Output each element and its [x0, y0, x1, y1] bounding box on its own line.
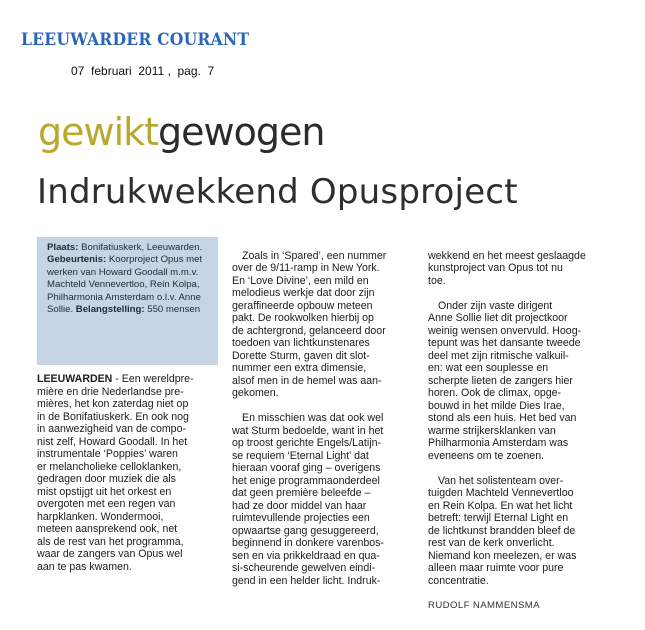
newspaper-masthead: LEEUWARDER COURANT: [21, 30, 250, 50]
info-belangstelling-label: Belangstelling:: [75, 304, 145, 316]
article-place-dateline: LEEUWARDEN: [37, 373, 113, 385]
info-gebeurtenis-value: Koorproject Opus met werken van Howard Goodall m.m.v. Machteld Vennevertloo, Rein Kolpa, Philharmonia Amsterdam o.l.v. Anne Sollie.: [47, 254, 203, 316]
rubric-part-2: gewogen: [158, 110, 325, 154]
column-3-paragraph-3: Van het solistenteam over- tuigden Machteld Vennevertloo en Rein Kolpa. En wat het licht betreft: terwijl Eternal Light en de lichtkunst brandden bleef de rest van de kerk onverlicht. Niemand kon meelezen, er was alleen maar ruimte voor pure concentratie.: [428, 474, 577, 587]
article-column-1: [37, 373, 222, 573]
publication-dateline: 07 februari 2011 , pag. 7: [71, 64, 215, 78]
info-belangstelling-value: 550 mensen: [144, 304, 201, 316]
article-headline: Indrukwekkend Opusproject: [37, 172, 518, 212]
article-column-3: [428, 237, 623, 625]
info-plaats-value: Bonifatiuskerk, Leeuwarden.: [78, 242, 203, 253]
rubric-part-1: gewikt: [38, 110, 159, 154]
info-gebeurtenis-label: Gebeurtenis:: [47, 254, 107, 266]
info-plaats-label: Plaats:: [47, 242, 79, 253]
section-rubric: [38, 110, 324, 154]
column-1-text: - Een wereldpre- mière en drie Nederlandse pre- mières, het kon zaterdag niet op in de Bonifatiuskerk. En ook nog in aanwezigheid van de compo- nist zelf, Howard Goodall. In het instrumentale ‘Poppies’ waren er melancholieke celloklanken, gedragen door muziek die als mist opstijgt uit het orkest en overgoten met een regen van harpklanken. Wondermooi, meteen aansprekend ook, net als de rest van het programma, waar de zangers van Opus wel aan te pas kwamen.: [37, 373, 194, 573]
article-author: RUDOLF NAMMENSMA: [428, 599, 540, 611]
article-column-2: [232, 237, 422, 600]
column-2-paragraph-1: Zoals in ‘Spared’, een nummer over de 9/11-ramp in New York. En ‘Love Divine’, een mild en melodieus werkje dat door zijn geraffineerde opbouw meteen pakt. De rookwolken hierbij op de achtergrond, gelanceerd door toedoen van lichtkunstenares Dorette Sturm, gaven dit slot- nummer een extra dimensie, alsof men in de hemel was aan- gekomen.: [232, 249, 387, 399]
event-info-box: [37, 237, 218, 365]
column-2-paragraph-2: En misschien was dat ook wel wat Sturm bedoelde, want in het op troost gerichte Engels/Latijn- se requiem ‘Eternal Light’ dat hieraan vooraf ging – overigens het enige programmaonderdeel dat geen première beleefde – had ze door middel van haar ruimtevullende projecties een opwaartse gang gesuggereerd, beginnend in donkere varenbos- sen en via prikkeldraad en qua- si-scheurende gewelven eindi- gend in een helder licht. Indruk-: [232, 412, 384, 587]
column-3-paragraph-2: Onder zijn vaste dirigent Anne Sollie liet dit projectkoor weinig wensen onvervuld. Hoog- tepunt was het dansante tweede deel met zijn ritmische valkuil- en: wat een souplesse en scherpte lieten de zangers hier horen. Ook de climax, opge- bouwd in het milde Dies Irae, stond als een huis. Het bed van warme strijkersklanken van Philharmonia Amsterdam was eveneens om te zoenen.: [428, 299, 582, 462]
column-3-paragraph-1: wekkend en het meest geslaagde kunstproject van Opus tot nu toe.: [428, 249, 586, 287]
